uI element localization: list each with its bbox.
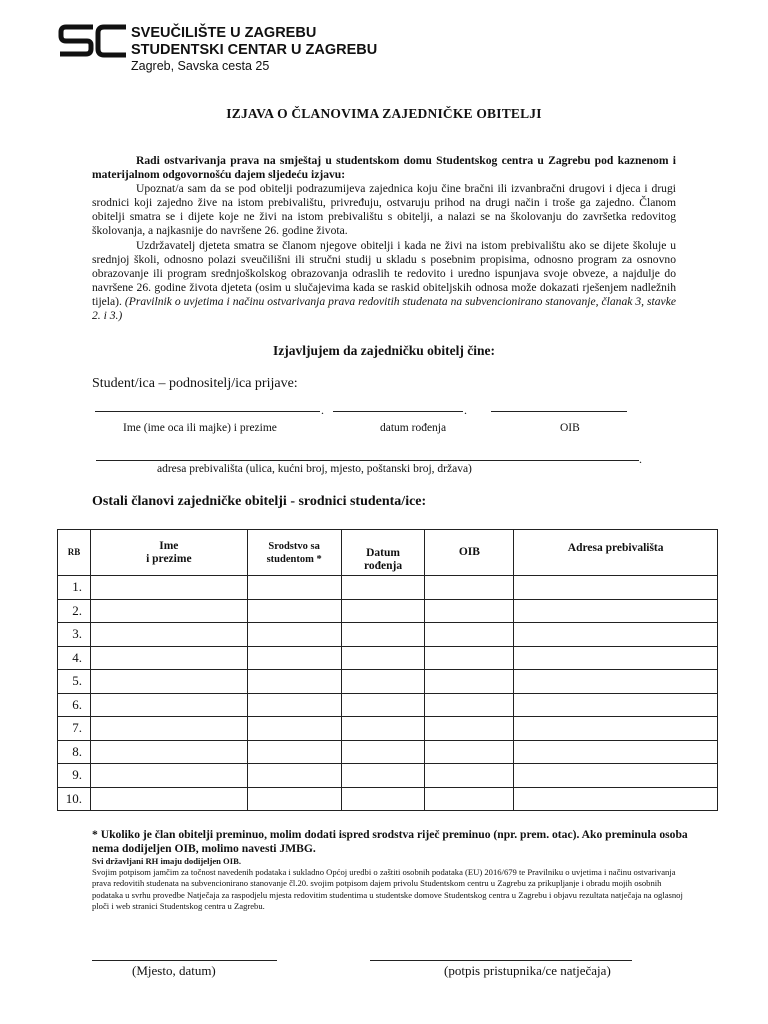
oib-note: Svi državljani RH imaju dodijeljen OIB.: [92, 856, 241, 866]
institution-line-1: SVEUČILIŠTE U ZAGREBU: [131, 25, 317, 41]
oib-cell[interactable]: [425, 646, 514, 670]
col-header-dob-line2: rođenja: [363, 560, 403, 572]
col-header-relation-line1: Srodstvo sa: [268, 541, 320, 552]
row-number: 10.: [58, 787, 91, 811]
place-date-field[interactable]: [92, 960, 277, 961]
name-cell[interactable]: [90, 740, 247, 764]
row-number: 2.: [58, 599, 91, 623]
oib-cell[interactable]: [425, 623, 514, 647]
address-cell[interactable]: [514, 787, 718, 811]
dob-cell[interactable]: [341, 599, 425, 623]
table-row: [58, 740, 718, 764]
name-cell[interactable]: [90, 717, 247, 741]
address-cell[interactable]: [514, 717, 718, 741]
col-header-name-line1: Ime: [159, 539, 179, 552]
col-header-name-line2: i prezime: [146, 552, 192, 565]
declaration-heading: Izjavljujem da zajedničku obitelj čine:: [273, 343, 495, 358]
col-header-dob: [341, 530, 425, 576]
name-cell[interactable]: [90, 623, 247, 647]
name-cell[interactable]: [90, 670, 247, 694]
student-oib-field[interactable]: [491, 411, 627, 412]
table-row: [58, 693, 718, 717]
col-header-address: Adresa prebivališta: [514, 530, 718, 576]
separator-dot: .: [464, 403, 467, 417]
intro-paragraph-3-text: Uzdržavatelj djeteta smatra se članom njegove obitelji i kada ne živi na istom prebivalištu ako se dijete školuje u srednjoj školi, odnosno polazi sveučilišni ili stručni studij u skladu s posebnim propisima, odnosno program za osnovno obrazovanje ili program srednjoškolskog obrazovanja odraslih te redovito i uredno ispunjava svoje obveze, a najdulje do navršene 26. godine života djeteta (osim u slučajevima kada se raskid obiteljskih odnosa može dokazati rješenjem nadležnih tijela).: [92, 238, 676, 308]
dob-cell[interactable]: [341, 646, 425, 670]
signature-label: (potpis pristupnika/ce natječaja): [444, 963, 611, 978]
col-header-relation: [247, 530, 341, 576]
relation-cell[interactable]: [247, 646, 341, 670]
gdpr-consent-text: Svojim potpisom jamčim za točnost navedenih podataka i sukladno Općoj uredbi o zaštiti osobnih podataka (EU) 2016/679 te Pravilniku o uvjetima i načinu ostvarivanja prava redovitih studenata na subvencionirano stanovanje čl.20. svojim potpisom dajem privolu Studentskom centru u Zagrebu za prikupljanje i obradu mojih osobnih podataka u svrhu provedbe Natječaja za raspodjelu mjesta redovitim studentima u studentske domove Studentskog centra u Zagrebu i objavu rezultata natječaja na oglasnoj ploči i web stranici Studentskog centra u Zagrebu.: [92, 867, 683, 911]
oib-cell[interactable]: [425, 670, 514, 694]
row-number: 1.: [58, 576, 91, 600]
address-cell[interactable]: [514, 623, 718, 647]
oib-cell[interactable]: [425, 764, 514, 788]
address-cell[interactable]: [514, 740, 718, 764]
name-field-label: Ime (ime oca ili majke) i prezime: [123, 422, 277, 434]
row-number: 8.: [58, 740, 91, 764]
intro-paragraph-2: Upoznat/a sam da se pod obitelji podrazumijeva zajednica koju čine bračni ili izvanbračni drugovi i djeca i drugi srodnici koji zajedno žive na istom prebivalištu, privređuju, ostvaruju prihod na drugi način i troše ga zajedno. Članom obitelji smatra se i dijete koje ne živi na istom prebivalištu s obitelji, a nalazi se na školovanju do završetka redovitog školovanja, a najkasnije do navršene 26. godine života.: [92, 182, 676, 238]
name-cell[interactable]: [90, 787, 247, 811]
relation-cell[interactable]: [247, 693, 341, 717]
table-row: [58, 764, 718, 788]
row-number: 5.: [58, 670, 91, 694]
relation-cell[interactable]: [247, 599, 341, 623]
intro-paragraph-3: [92, 239, 676, 324]
family-members-table: [57, 529, 718, 811]
col-header-dob-line1: Datum: [366, 547, 400, 559]
row-number: 3.: [58, 623, 91, 647]
table-row: [58, 623, 718, 647]
oib-cell[interactable]: [425, 787, 514, 811]
name-cell[interactable]: [90, 576, 247, 600]
name-cell[interactable]: [90, 693, 247, 717]
oib-cell[interactable]: [425, 599, 514, 623]
intro-text: [92, 154, 676, 323]
table-row: [58, 576, 718, 600]
address-cell[interactable]: [514, 764, 718, 788]
separator-dot: .: [321, 403, 324, 417]
col-header-relation-line2: studentom *: [266, 554, 322, 565]
separator-dot: .: [639, 452, 642, 466]
dob-cell[interactable]: [341, 670, 425, 694]
address-cell[interactable]: [514, 646, 718, 670]
student-label: Student/ica – podnositelj/ica prijave:: [92, 376, 298, 391]
name-cell[interactable]: [90, 599, 247, 623]
address-cell[interactable]: [514, 693, 718, 717]
table-row: [58, 717, 718, 741]
oib-cell[interactable]: [425, 740, 514, 764]
table-row: [58, 670, 718, 694]
relation-cell[interactable]: [247, 717, 341, 741]
dob-cell[interactable]: [341, 693, 425, 717]
student-dob-field[interactable]: [333, 411, 463, 412]
address-cell[interactable]: [514, 576, 718, 600]
name-cell[interactable]: [90, 646, 247, 670]
dob-cell[interactable]: [341, 576, 425, 600]
relation-cell[interactable]: [247, 670, 341, 694]
relation-cell[interactable]: [247, 623, 341, 647]
col-header-name: [90, 530, 247, 576]
intro-paragraph-1: Radi ostvarivanja prava na smještaj u studentskom domu Studentskog centra u Zagrebu pod kaznenom i materijalnom odgovornošću dajem sljedeću izjavu:: [92, 154, 676, 182]
institution-address: Zagreb, Savska cesta 25: [131, 59, 270, 73]
address-cell[interactable]: [514, 670, 718, 694]
row-number: 7.: [58, 717, 91, 741]
table-row: [58, 646, 718, 670]
col-header-rb: RB: [58, 530, 91, 576]
footnote: * Ukoliko je član obitelji preminuo, molim dodati ispred srodstva riječ preminuo (npr. prem. otac). Ako preminula osoba nema dodijeljen OIB, molimo navesti JMBG.: [92, 828, 688, 855]
table-row: [58, 599, 718, 623]
oib-cell[interactable]: [425, 717, 514, 741]
row-number: 9.: [58, 764, 91, 788]
oib-cell[interactable]: [425, 693, 514, 717]
row-number: 4.: [58, 646, 91, 670]
dob-cell[interactable]: [341, 764, 425, 788]
other-members-heading: Ostali članovi zajedničke obitelji - srodnici studenta/ice:: [92, 494, 427, 509]
relation-cell[interactable]: [247, 787, 341, 811]
dob-cell[interactable]: [341, 717, 425, 741]
student-address-field[interactable]: [96, 460, 639, 461]
relation-cell[interactable]: [247, 576, 341, 600]
col-header-oib: OIB: [425, 530, 514, 576]
dob-cell[interactable]: [341, 740, 425, 764]
document-title: IZJAVA O ČLANOVIMA ZAJEDNIČKE OBITELJI: [226, 106, 542, 121]
dob-cell[interactable]: [341, 787, 425, 811]
institution-line-2: STUDENTSKI CENTAR U ZAGREBU: [131, 42, 378, 58]
sc-logo: [58, 24, 128, 58]
relation-cell[interactable]: [247, 740, 341, 764]
dob-field-label: datum rođenja: [380, 422, 447, 434]
student-name-field[interactable]: [95, 411, 320, 412]
place-date-label: (Mjesto, datum): [132, 963, 216, 978]
table-row: [58, 787, 718, 811]
name-cell[interactable]: [90, 764, 247, 788]
row-number: 6.: [58, 693, 91, 717]
oib-cell[interactable]: [425, 576, 514, 600]
oib-field-label: OIB: [560, 422, 580, 434]
dob-cell[interactable]: [341, 623, 425, 647]
signature-field[interactable]: [370, 960, 632, 961]
institution-name: [131, 25, 377, 59]
address-field-label: adresa prebivališta (ulica, kućni broj, mjesto, poštanski broj, država): [157, 463, 472, 475]
address-cell[interactable]: [514, 599, 718, 623]
legal-note: [92, 856, 692, 912]
relation-cell[interactable]: [247, 764, 341, 788]
legal-citation: (Pravilnik o uvjetima i načinu ostvarivanja prava redovitih studenata na subvencionirano stanovanje, članak 3, stavke 2. i 3.): [92, 294, 676, 323]
